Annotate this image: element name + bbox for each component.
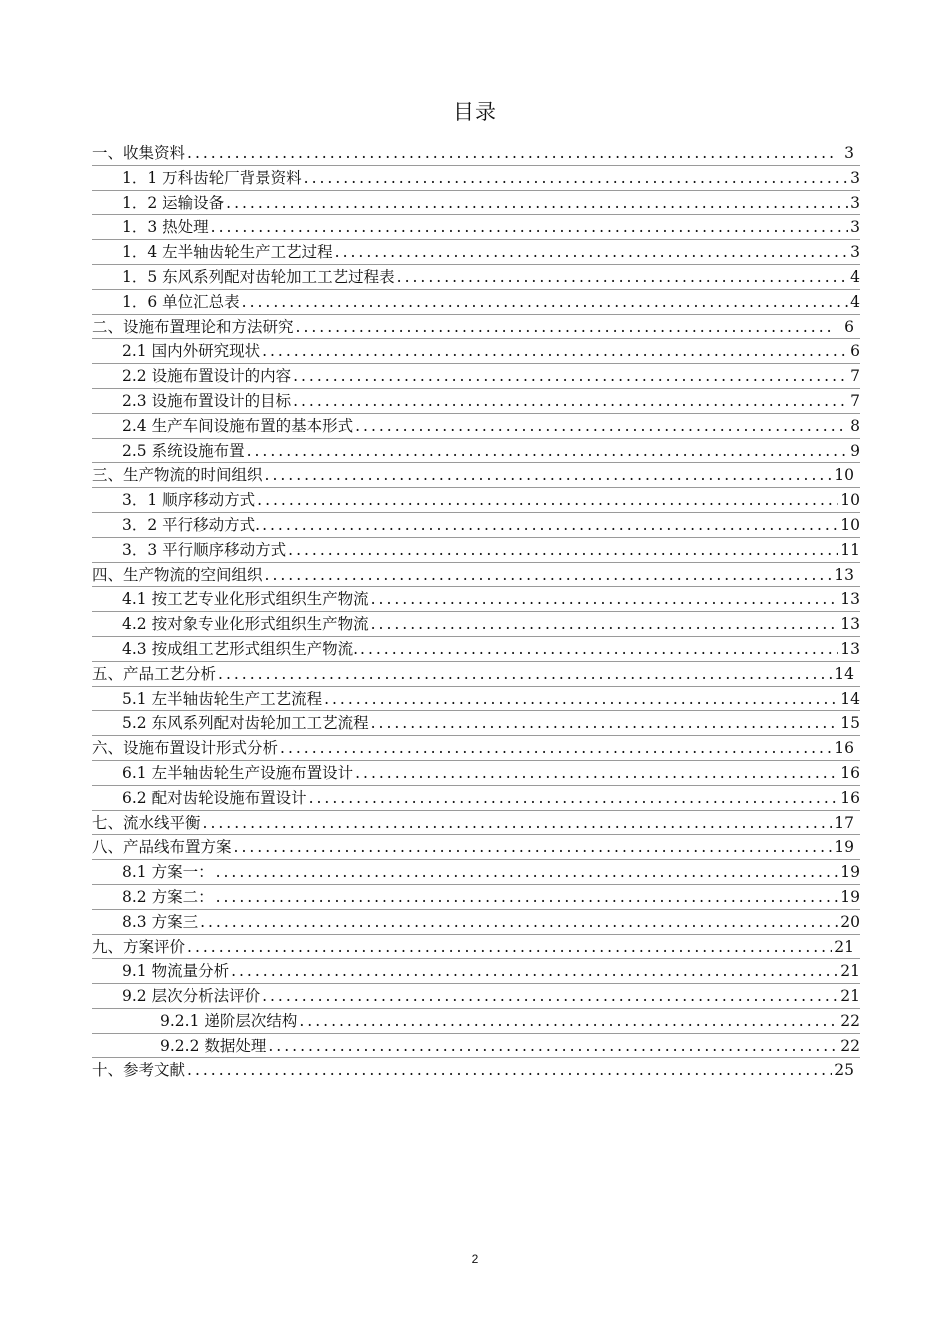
toc-entry-page: 19 [834,838,854,857]
toc-entry-label: 3．1 顺序移动方式 [122,491,256,510]
toc-entry-label: 8.1 方案一： [122,863,214,882]
toc-entry[interactable] [92,959,860,984]
toc-entry-label: 5.2 东风系列配对齿轮加工工艺流程 [122,714,369,733]
toc-dot-leader [216,863,839,881]
toc-dot-leader [360,640,838,658]
toc-entry-page: 19 [840,887,860,906]
toc-dot-leader [371,590,839,608]
toc-entry[interactable] [92,563,860,588]
toc-entry-label: 4.2 按对象专业化形式组织生产物流 [122,615,369,634]
toc-entry-label: 5.1 左半轴齿轮生产工艺流程 [122,689,323,708]
toc-list [92,141,860,1083]
toc-entry-label: 2.1 国内外研究现状 [122,342,261,361]
toc-dot-leader [397,268,848,286]
toc-dot-leader [371,714,839,732]
toc-entry[interactable] [92,860,860,885]
toc-entry-label: 1．1 万科齿轮厂背景资料 [122,168,302,187]
toc-dot-leader [257,491,838,509]
toc-entry-page: 6 [844,317,854,336]
toc-dot-leader [309,789,839,807]
toc-entry-label: 二、设施布置理论和方法研究 [92,317,294,336]
toc-dot-leader [280,739,832,757]
toc-dot-leader [216,888,839,906]
toc-entry-page: 14 [834,664,854,683]
toc-dot-leader [288,541,838,559]
toc-entry[interactable] [92,984,860,1009]
toc-dot-leader [335,243,848,261]
toc-entry-label: 五、产品工艺分析 [92,664,217,683]
toc-entry[interactable] [92,439,860,464]
toc-entry-label: 八、产品线布置方案 [92,838,232,857]
toc-entry-page: 16 [840,788,860,807]
toc-dot-leader [371,615,839,633]
toc-dot-leader [187,144,834,162]
toc-entry-label: 三、生产物流的时间组织 [92,466,263,485]
toc-dot-leader [268,1037,838,1055]
toc-entry-label: 1．3 热处理 [122,218,209,237]
toc-entry[interactable] [92,935,860,960]
toc-dot-leader [234,838,833,856]
toc-entry-label: 一、收集资料 [92,144,186,162]
toc-entry[interactable] [92,736,860,761]
toc-entry-page: 15 [840,714,860,733]
toc-entry-page: 6 [850,342,860,361]
toc-entry-page: 16 [834,739,854,758]
toc-entry[interactable] [92,290,860,315]
toc-entry[interactable] [92,1058,860,1083]
toc-dot-leader [187,938,832,956]
toc-entry-label: 四、生产物流的空间组织 [92,565,263,584]
toc-entry[interactable] [92,265,860,290]
toc-dot-leader [355,764,838,782]
toc-entry-page: 7 [850,367,860,386]
toc-dot-leader [242,293,848,311]
toc-dot-leader [187,1061,832,1079]
toc-entry-page: 13 [840,590,860,609]
toc-entry-page: 3 [850,168,860,187]
toc-dot-leader [293,367,848,385]
toc-entry-page: 16 [840,763,860,782]
toc-entry[interactable] [92,835,860,860]
toc-entry-label: 6.2 配对齿轮设施布置设计 [122,788,307,807]
toc-entry-label: 九、方案评价 [92,937,186,956]
toc-entry-label: 9.2.1 递阶层次结构 [160,1011,298,1030]
toc-entry-page: 13 [840,639,860,658]
toc-entry-page: 7 [850,391,860,410]
toc-entry-label: 1．6 单位汇总表 [122,292,240,311]
toc-entry-label: 1．2 运输设备 [122,193,225,212]
toc-entry-page: 22 [840,1036,860,1055]
toc-entry[interactable] [92,1034,860,1059]
toc-entry-page: 13 [840,615,860,634]
toc-dot-leader [211,218,848,236]
toc-entry[interactable] [92,488,860,513]
toc-entry[interactable] [92,414,860,439]
toc-entry[interactable] [92,215,860,240]
toc-dot-leader [296,318,834,336]
toc-entry[interactable] [92,463,860,488]
toc-entry[interactable] [92,662,860,687]
toc-entry[interactable] [92,364,860,389]
toc-entry-label: 4.1 按工艺专业化形式组织生产物流 [122,590,369,609]
toc-entry[interactable] [92,191,860,216]
toc-entry-label: 七、流水线平衡 [92,813,201,832]
toc-entry[interactable] [92,811,860,836]
toc-entry[interactable] [92,141,860,166]
toc-entry-page: 3 [850,243,860,262]
toc-entry-label: 1．5 东风系列配对齿轮加工工艺过程表 [122,267,395,286]
toc-entry-label: 六、设施布置设计形式分析 [92,739,279,758]
toc-entry-page: 13 [834,565,854,584]
toc-dot-leader [262,987,838,1005]
toc-entry-label: 2.5 系统设施布置 [122,441,245,460]
toc-entry-label: 9.2.2 数据处理 [160,1036,267,1055]
page-number: 2 [471,1252,479,1266]
toc-entry-page: 21 [840,962,860,981]
toc-dot-leader [203,814,833,832]
toc-entry-label: 6.1 左半轴齿轮生产设施布置设计 [122,763,354,782]
toc-dot-leader [265,466,833,484]
toc-entry[interactable] [92,389,860,414]
toc-entry-label: 3．2 平行移动方式. [122,515,261,534]
toc-entry[interactable] [92,538,860,563]
toc-dot-leader [262,342,848,360]
toc-entry-page: 10 [834,466,854,485]
toc-dot-leader [304,169,848,187]
toc-entry-label: 2.2 设施布置设计的内容 [122,367,292,386]
toc-title: 目录 [453,100,497,124]
toc-dot-leader [265,566,833,584]
toc-entry[interactable] [92,612,860,637]
toc-entry[interactable] [92,513,860,538]
toc-entry-page: 14 [840,689,860,708]
toc-entry-page: 10 [840,491,860,510]
toc-entry-page: 11 [840,540,860,559]
toc-entry-label: 9.2 层次分析法评价 [122,987,261,1006]
toc-dot-leader [355,417,848,435]
toc-entry[interactable] [92,587,860,612]
toc-dot-leader [262,516,838,534]
toc-dot-leader [247,442,849,460]
toc-entry[interactable] [92,711,860,736]
toc-dot-leader [226,194,848,212]
toc-entry-label: 8.3 方案三 [122,912,199,931]
toc-entry-label: 3．3 平行顺序移动方式 [122,540,287,559]
toc-entry-page: 3 [850,218,860,237]
toc-entry-label: 十、参考文献 [92,1061,186,1080]
toc-entry-page: 4 [850,267,860,286]
toc-entry-label: 2.3 设施布置设计的目标 [122,391,292,410]
toc-entry-page: 3 [850,193,860,212]
toc-dot-leader [231,962,838,980]
toc-entry-page: 3 [844,144,854,162]
toc-entry-label: 1．4 左半轴齿轮生产工艺过程 [122,243,333,262]
toc-dot-leader [324,690,838,708]
toc-dot-leader [218,665,832,683]
toc-entry[interactable] [92,761,860,786]
toc-entry[interactable] [92,240,860,265]
toc-dot-leader [293,392,848,410]
toc-entry-page: 19 [840,863,860,882]
toc-entry-page: 22 [840,1011,860,1030]
toc-entry-label: 2.4 生产车间设施布置的基本形式 [122,416,354,435]
toc-entry[interactable] [92,687,860,712]
toc-entry-page: 10 [840,515,860,534]
toc-entry[interactable] [92,339,860,364]
toc-entry[interactable] [92,885,860,910]
toc-entry-label: 8.2 方案二： [122,887,214,906]
toc-entry-page: 8 [850,416,860,435]
toc-entry-page: 9 [850,441,860,460]
toc-entry[interactable] [92,1009,860,1034]
toc-entry-page: 17 [834,813,854,832]
toc-entry-page: 21 [834,937,854,956]
toc-entry-label: 9.1 物流量分析 [122,962,230,981]
toc-dot-leader [200,913,838,931]
toc-entry[interactable] [92,910,860,935]
toc-entry-page: 21 [840,987,860,1006]
toc-entry-page: 25 [834,1061,854,1080]
toc-entry-label: 4.3 按成组工艺形式组织生产物流. [122,639,359,658]
toc-entry-page: 20 [840,912,860,931]
toc-dot-leader [299,1012,838,1030]
toc-entry[interactable] [92,166,860,191]
toc-entry-page: 4 [850,292,860,311]
toc-entry[interactable] [92,786,860,811]
toc-entry[interactable] [92,637,860,662]
toc-entry[interactable] [92,315,860,340]
